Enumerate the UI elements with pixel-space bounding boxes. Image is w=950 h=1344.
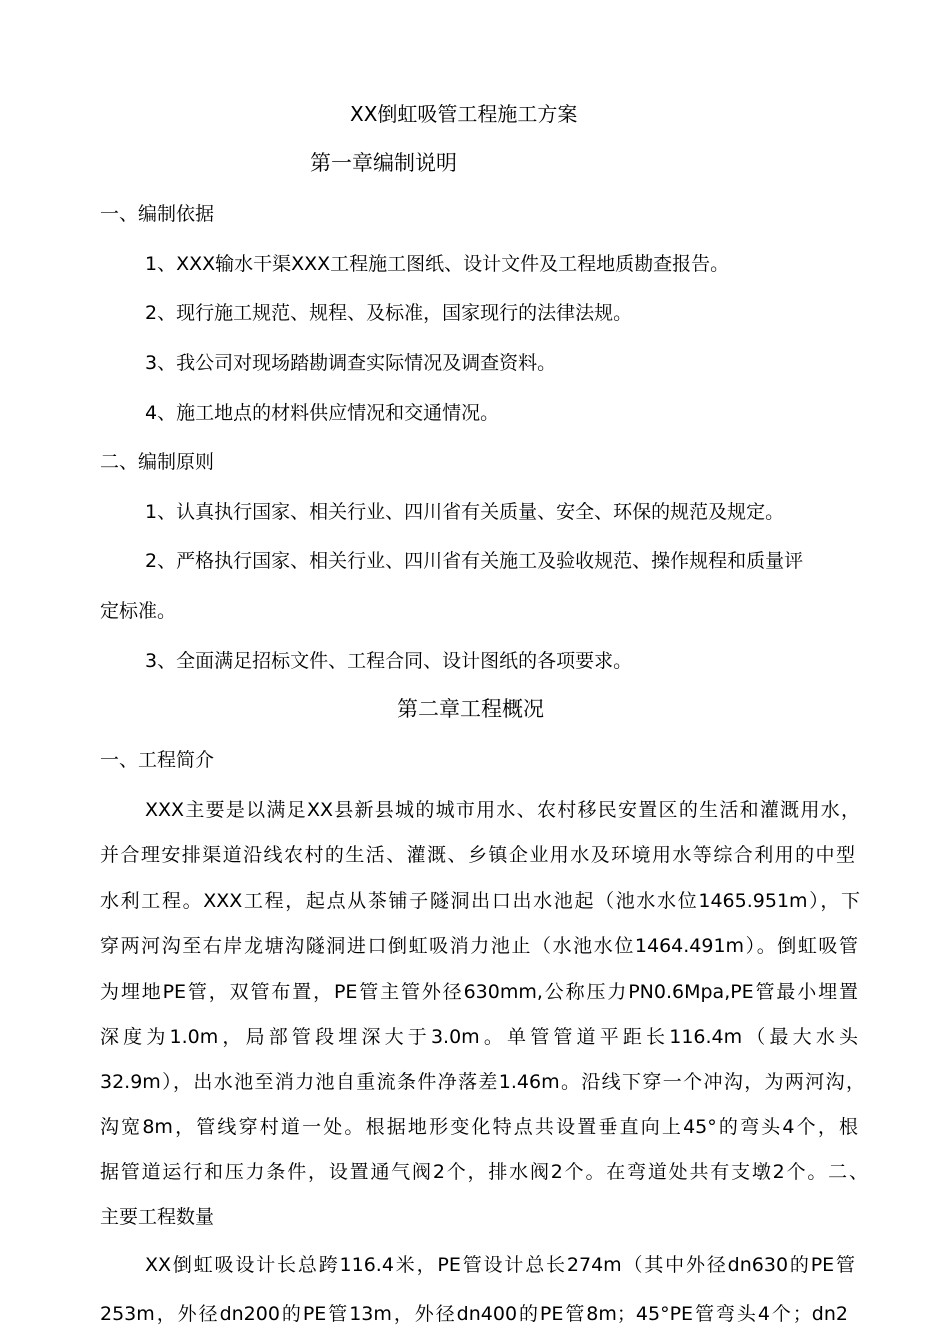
- overview-line-1: XXX主要是以满足XX县新县城的城市用水、农村移民安置区的生活和灌溉用水，: [145, 799, 860, 821]
- document-title: XX倒虹吸管工程施工方案: [350, 102, 578, 126]
- principle-item-2-cont: 定标准。: [100, 600, 177, 622]
- overview-line-5: 为埋地PE管，双管布置，PE管主管外径630mm,公称压力PN0.6Mpa,PE管最小埋置: [100, 981, 858, 1003]
- overview-line-2: 并合理安排渠道沿线农村的生活、灌溉、乡镇企业用水及环境用水等综合利用的中型: [100, 844, 855, 866]
- overview-line-10: 主要工程数量: [100, 1206, 215, 1228]
- principle-item-2: 2、严格执行国家、相关行业、四川省有关施工及验收规范、操作规程和质量评: [145, 550, 804, 572]
- section-heading-overview: 一、工程简介: [100, 749, 215, 771]
- chapter-2-heading: 第二章工程概况: [397, 697, 544, 721]
- basis-item-2: 2、现行施工规范、规程、及标准，国家现行的法律法规。: [145, 302, 633, 324]
- basis-item-3: 3、我公司对现场踏勘调查实际情况及调查资料。: [145, 352, 557, 374]
- section-heading-principles: 二、编制原则: [100, 451, 215, 473]
- quantities-line-2: 253m，外径dn200的PE管13m，外径dn400的PE管8m；45°PE管弯头4个；dn2: [100, 1303, 848, 1325]
- overview-line-4: 穿两河沟至右岸龙塘沟隧洞进口倒虹吸消力池止（水池水位1464.491m）。倒虹吸管: [100, 935, 858, 957]
- quantities-line-1: XX倒虹吸设计长总跨116.4米，PE管设计总长274m（其中外径dn630的PE管: [145, 1254, 855, 1276]
- overview-line-7: 32.9m），出水池至消力池自重流条件净落差1.46m。沿线下穿一个冲沟，为两河沟，: [100, 1071, 865, 1093]
- principle-item-3: 3、全面满足招标文件、工程合同、设计图纸的各项要求。: [145, 650, 633, 672]
- chapter-1-heading: 第一章编制说明: [310, 151, 457, 175]
- section-heading-basis: 一、编制依据: [100, 203, 215, 225]
- overview-line-9: 据管道运行和压力条件，设置通气阀2个，排水阀2个。在弯道处共有支墩2个。二、: [100, 1161, 868, 1183]
- overview-line-3: 水利工程。XXX工程，起点从茶铺子隧洞出口出水池起（池水水位1465.951m），下: [100, 890, 860, 912]
- overview-line-8: 沟宽8m，管线穿村道一处。根据地形变化特点共设置垂直向上45°的弯头4个，根: [100, 1116, 858, 1138]
- overview-line-6: 深度为1.0m，局部管段埋深大于3.0m。单管管道平距长116.4m（最大水头: [100, 1026, 858, 1048]
- principle-item-1: 1、认真执行国家、相关行业、四川省有关质量、安全、环保的规范及规定。: [145, 501, 785, 523]
- basis-item-4: 4、施工地点的材料供应情况和交通情况。: [145, 402, 500, 424]
- basis-item-1: 1、XXX输水干渠XXX工程施工图纸、设计文件及工程地质勘查报告。: [145, 253, 730, 275]
